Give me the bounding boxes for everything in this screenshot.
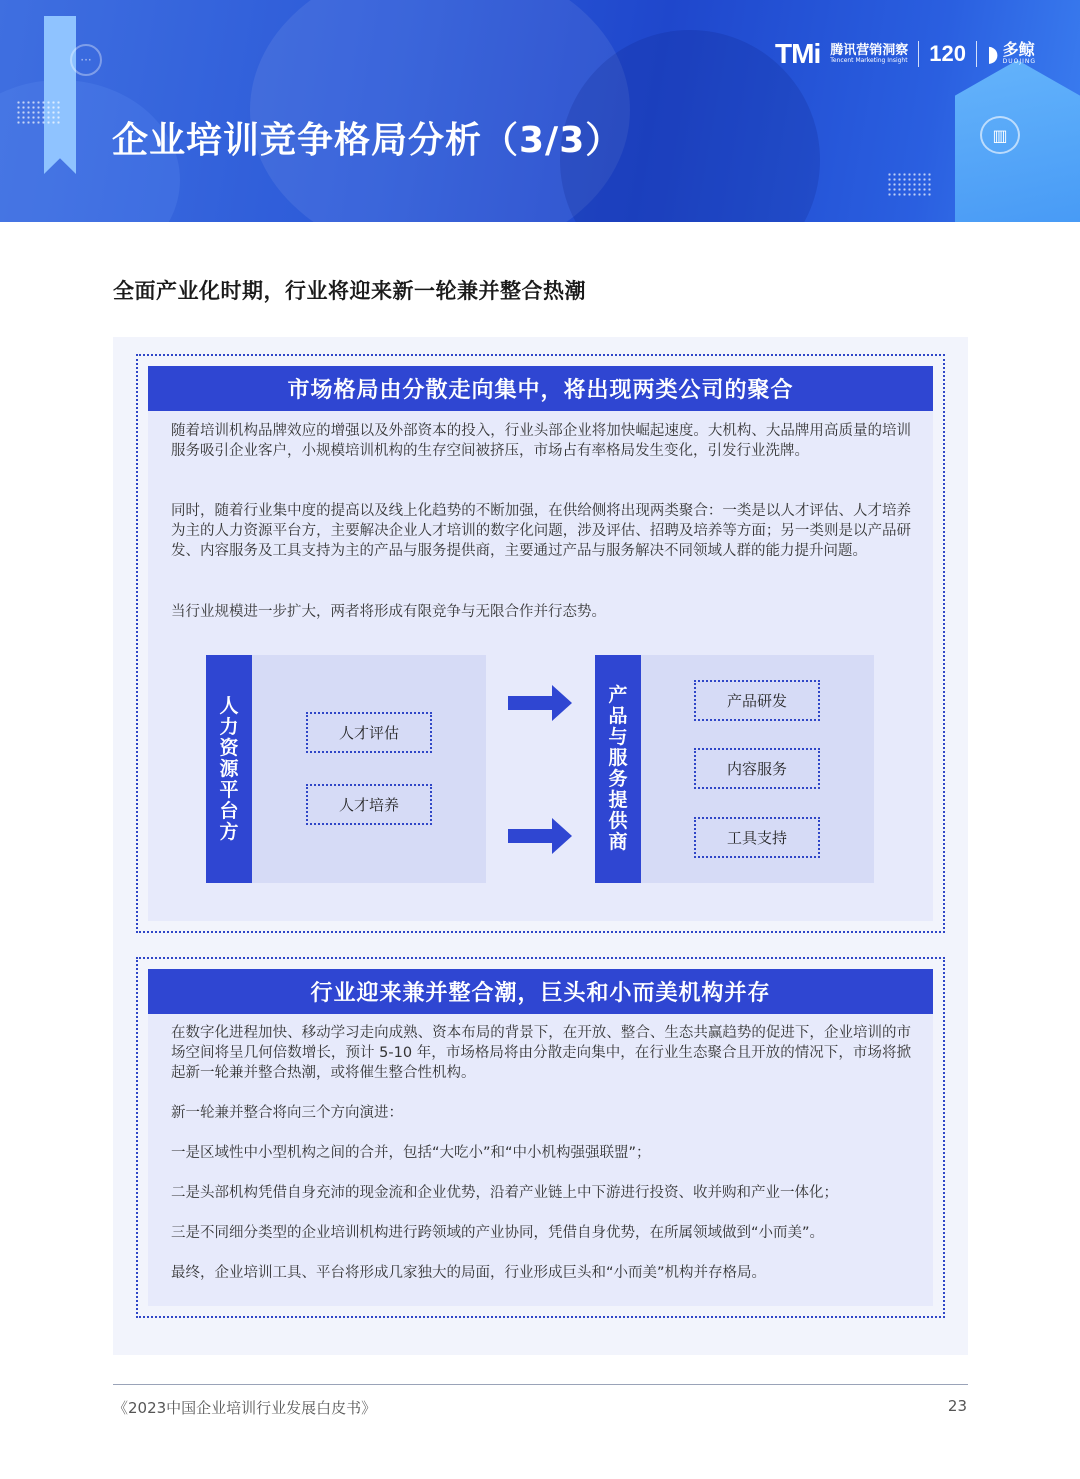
content-service-box: 内容服务 xyxy=(694,748,820,789)
page-number: 23 xyxy=(947,1397,967,1415)
paragraph: 新一轮兼并整合将向三个方向演进： xyxy=(171,1105,403,1121)
dot-grid-decoration xyxy=(887,172,931,196)
talent-assessment-box: 人才评估 xyxy=(306,712,432,753)
paragraph: 同时，随着行业集中度的提高以及线上化趋势的不断加强，在供给侧将出现两类聚合：一类是以人才评估、人才培养为主的人力资源平台方，主要解决企业人才培训的数字化问题，涉及评估、招聘及培养等方面；另一类则是以产品研发、内容服务及工具支持为主的产品与服务提供商，主要通过产品与服务解决不同领域人群的能力提升问题。 xyxy=(171,503,911,559)
tmi-logo-en: Tencent Marketing Insight xyxy=(830,56,908,64)
logo-divider xyxy=(976,41,977,67)
header-banner xyxy=(0,0,1080,222)
section-subtitle: 全面产业化时期，行业将迎来新一轮兼并整合热潮 xyxy=(113,279,586,303)
tmi-logo-mark: TMi xyxy=(775,38,821,69)
section-heading: 市场格局由分散走向集中，将出现两类公司的聚合 xyxy=(148,366,933,411)
paragraph: 最终，企业培训工具、平台将形成几家独大的局面，行业形成巨头和“小而美”机构并存格局。 xyxy=(171,1265,767,1281)
tmi-logo-cn: 腾讯营销洞察 xyxy=(830,43,909,59)
paragraph: 当行业规模进一步扩大，两者将形成有限竞争与无限合作并行态势。 xyxy=(171,604,606,620)
footer-divider xyxy=(113,1384,968,1385)
right-arrow-icon xyxy=(508,685,572,721)
logo-divider xyxy=(918,41,919,67)
duojing-logo-icon: ◗ xyxy=(986,41,999,67)
paragraph: 随着培训机构品牌效应的增强以及外部资本的投入，行业头部企业将加快崛起速度。大机构、大品牌用高质量的培训服务吸引企业客户，小规模培训机构的生存空间被挤压，市场占有率格局发生变化，引发行业洗牌。 xyxy=(171,423,911,459)
books-icon: ▥ xyxy=(980,116,1020,154)
hr-platform-group xyxy=(206,655,486,883)
duojing-logo-en: DUOJING xyxy=(1002,58,1036,66)
duojing-logo-cn: 多鲸 xyxy=(1002,40,1035,60)
tmi-logo-text xyxy=(830,44,908,64)
product-rd-box: 产品研发 xyxy=(694,680,820,721)
page-title: 企业培训竞争格局分析（3/3） xyxy=(112,120,623,161)
right-arrow-icon xyxy=(508,818,572,854)
paragraph: 二是头部机构凭借自身充沛的现金流和企业优势，沿着产业链上中下游进行投资、收并购和产业一体化； xyxy=(171,1185,838,1201)
tool-support-box: 工具支持 xyxy=(694,817,820,858)
paragraph: 在数字化进程加快、移动学习走向成熟、资本布局的背景下，在开放、整合、生态共赢趋势的促进下，企业培训的市场空间将呈几何倍数增长，预计 5-10 年，市场格局将由分散走向集中，在行业生态聚合且开放的情况下，市场将掀起新一轮兼并整合热潮，或将催生整合性机构。 xyxy=(171,1025,911,1081)
talent-training-box: 人才培养 xyxy=(306,784,432,825)
paragraph: 一是区域性中小型机构之间的合并，包括“大吃小”和“中小机构强强联盟”； xyxy=(171,1145,651,1161)
section-heading: 行业迎来兼并整合潮，巨头和小而美机构并存 xyxy=(148,969,933,1014)
product-service-label: 产品与服务提供商 xyxy=(595,655,641,883)
paragraph: 三是不同细分类型的企业培训机构进行跨领域的产业协同，凭借自身优势，在所属领域做到“小而美”。 xyxy=(171,1225,825,1241)
product-service-group xyxy=(595,655,874,883)
hr-platform-label: 人力资源平台方 xyxy=(206,655,252,883)
dot-grid-decoration xyxy=(16,100,62,126)
footer-document-title: 《2023中国企业培训行业发展白皮书》 xyxy=(113,1399,377,1417)
duojing-logo xyxy=(987,42,1036,67)
chat-bubble-icon: ··· xyxy=(70,44,102,76)
partner-logos xyxy=(775,38,1036,70)
section-body xyxy=(148,969,933,1306)
bookmark-ribbon-icon xyxy=(44,16,76,174)
anniversary-logo: 120 xyxy=(929,41,966,66)
